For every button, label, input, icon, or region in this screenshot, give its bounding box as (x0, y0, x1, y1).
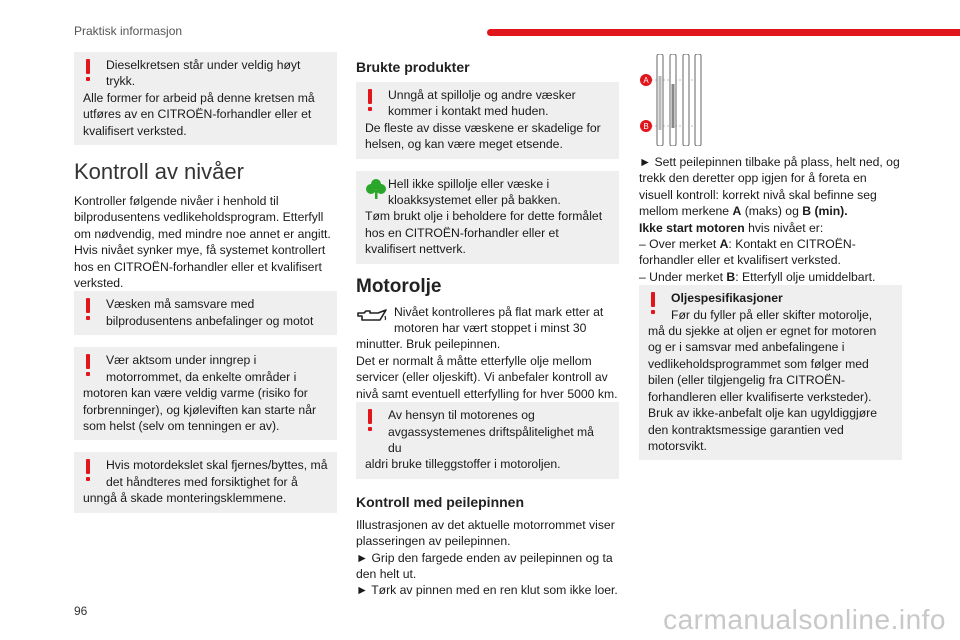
header-title: Praktisk informasjon (74, 24, 183, 38)
dipstick-paragraph: Illustrasjonen av det aktuelle motorrommet viser plasseringen av peilepinnen. (356, 517, 615, 549)
oil-intro-first: Nivået kontrolleres på flat mark etter at motoren har vært stoppet i minst 30 (394, 304, 604, 336)
levels-intro: Kontroller følgende nivåer i henhold til bilprodusentens vedlikeholdsprogram. Etterfyll om nødvendig, med mindre noe annet er angitt. Hvis nivået synker mye, få systemet kontrollert hos en CITROËN-forhandler eller et kvalifisert verksted. (74, 194, 331, 291)
warning-icon (368, 89, 372, 111)
dipstick-illustration (639, 54, 709, 146)
environment-box (356, 171, 619, 264)
marker-a-label: A (643, 76, 649, 85)
watermark: carmanualsonline.info (663, 604, 946, 635)
warning-text-rest: unngå å skade monteringsklemmene. (83, 491, 287, 506)
oil-spec-rest: må du sjekke at oljen er egnet for motoren og er i samsvar med anbefalingene i vedlikeholdsprogrammet som følger med bilen (eller tilgjengelig fra CITROËN-forhandleren eller kvalifiserte verksteder). Bruk av ikke-anbefalt olje kan ugyldiggjøre den kontraktsmessige garantien ved motorsvikt. (648, 324, 877, 453)
warning-box-skin (356, 82, 619, 159)
under-marker-line: – Under merket B: Etterfyll olje umiddelbart. (639, 269, 876, 284)
warning-icon (86, 59, 90, 81)
warning-text-rest: motoren kan være veldig varme (risiko for forbrenninger), og kjøleviften kan starte når som helst (selv om tenningen er av). (83, 386, 317, 433)
warning-text-first: Av hensyn til motorenes og avgassystemenes driftspålitelighet må du (388, 408, 594, 455)
column-1 (74, 52, 337, 525)
warning-text-first: Væsken må samsvare med bilprodusentens anbefalinger og motot (106, 297, 314, 328)
warning-text-rest: aldri bruke tilleggstoffer i motoroljen. (365, 457, 561, 472)
warning-text-first: Vær aktsom under inngrep i motorrommet, da enkelte områder i (106, 353, 297, 384)
warning-icon (86, 459, 90, 481)
page-number: 96 (74, 604, 88, 618)
over-marker-line: – Over merket A: Kontakt en CITROËN-forhandler eller et kvalifisert verksted. (639, 237, 856, 268)
marker-b-label: B (643, 122, 649, 131)
warning-box-cover (74, 452, 337, 512)
warning-box-oil-spec (639, 285, 902, 460)
dipstick-title: Kontroll med peilepinnen (356, 493, 525, 510)
warning-box-engine-hot (74, 347, 337, 440)
warning-text-rest: Alle former for arbeid på denne kretsen må utføres av en CITROËN-forhandler eller et kvalifisert verksted. (83, 90, 315, 138)
environment-text-first: Hell ikke spillolje eller væske i kloakksystemet eller på bakken. (388, 176, 561, 208)
oil-can-icon (356, 308, 388, 324)
header-accent-bar (487, 29, 960, 36)
environment-text-rest: Tøm brukt olje i beholdere for dette formålet hos en CITROËN-forhandler eller et kvalifisert nettverk. (365, 209, 603, 257)
warning-text-first: Unngå at spillolje og andre væsker kommer i kontakt med huden. (388, 88, 576, 119)
warning-text-rest: De fleste av disse væskene er skadelige for helsen, og kan være meget etsende. (365, 120, 601, 152)
dipstick-step-1: ► Grip den fargede enden av peilepinnen og ta den helt ut. (356, 550, 613, 581)
warning-text-first: Dieselkretsen står under veldig høyt trykk. (106, 58, 301, 89)
oil-spec-title: Oljespesifikasjoner (671, 291, 783, 306)
engine-oil-title: Motorolje (356, 275, 442, 297)
warning-icon (86, 354, 90, 376)
warning-box-additives (356, 402, 619, 479)
column-2 (356, 52, 619, 599)
no-start-line: Ikke start motoren hvis nivået er: (639, 220, 824, 235)
warning-box-diesel (74, 52, 337, 145)
warning-icon (368, 409, 372, 431)
oil-intro-rest: minutter. Bruk peilepinnen. (356, 337, 501, 352)
oil-spec-first: Før du fyller på eller skifter motorolje, (671, 307, 873, 322)
warning-icon (86, 298, 90, 320)
column-3 (639, 52, 902, 472)
warning-icon (651, 292, 655, 314)
warning-text-first: Hvis motordekslet skal fjernes/byttes, må det håndteres med forsiktighet for å (106, 458, 328, 489)
section-title-levels: Kontroll av nivåer (74, 159, 244, 185)
oil-intro (356, 304, 619, 337)
dipstick-step-2: ► Tørk av pinnen med en ren klut som ikke loer. (356, 583, 618, 598)
environment-leaf-icon (366, 178, 386, 200)
dipstick-step-3: ► Sett peilepinnen tilbake på plass, helt ned, og trekk den deretter opp igjen for å foreta en visuell kontroll: korrekt nivå skal befinne seg mellom merkene A (maks) og B (min). (639, 155, 900, 219)
warning-box-fluid (74, 291, 337, 335)
oil-paragraph: Det er normalt å måtte etterfylle olje mellom servicer (eller oljeskift). Vi anbefaler kontroll av nivå samt eventuell etterfylling for hver 5000 km. (356, 353, 618, 401)
used-products-title: Brukte produkter (356, 59, 470, 75)
